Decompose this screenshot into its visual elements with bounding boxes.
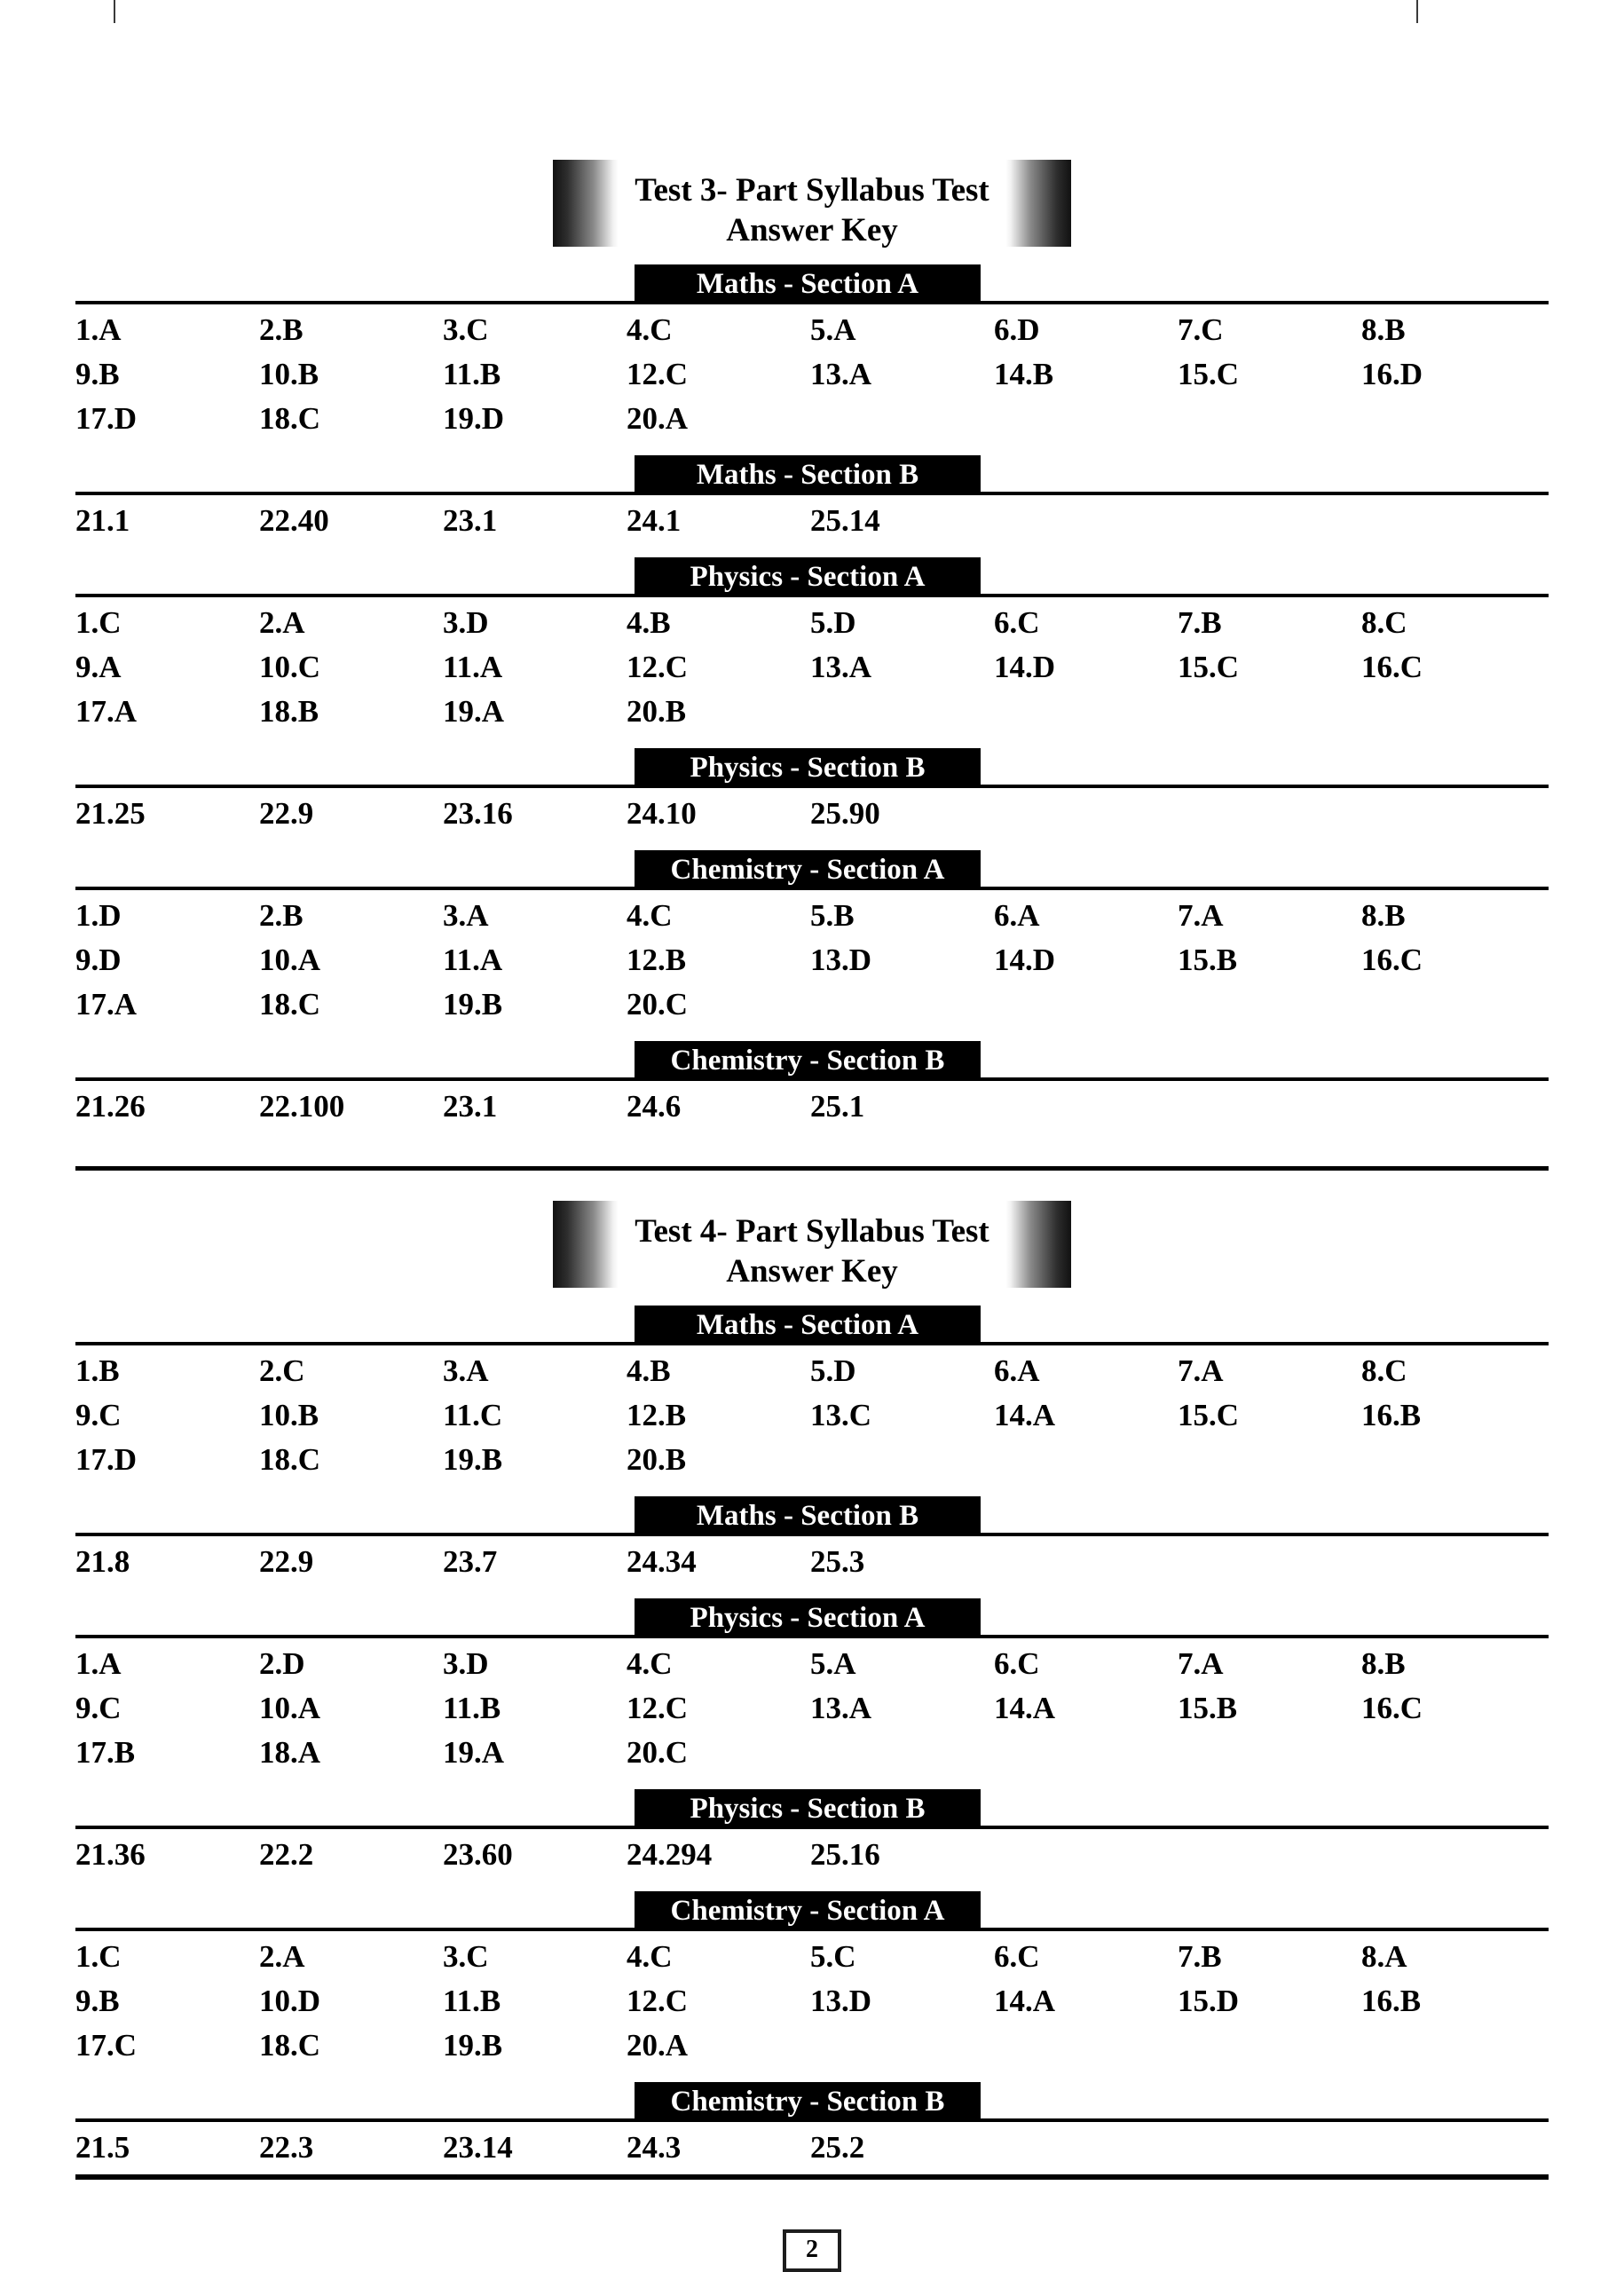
answer-cell: 16.C [1361,650,1423,684]
section-gap [75,1027,1549,1041]
answer-cell: 7.B [1178,1939,1222,1974]
section-header-bar: Physics - Section B [635,1789,981,1829]
test-title-line-1: Test 3- Part Syllabus Test [635,172,989,209]
answer-cell: 17.A [75,987,138,1022]
answer-cell: 17.D [75,401,138,436]
answer-row [75,1393,1549,1438]
test-title-row [75,1201,1549,1306]
section-header-row [75,1891,1549,1931]
answer-cell: 2.A [259,1939,305,1974]
answer-cell: 24.1 [627,503,682,538]
answer-row [75,1085,1549,1129]
answer-row [75,397,1549,441]
answer-cell: 3.A [443,898,489,933]
answer-cell: 24.6 [627,1089,682,1124]
section-header-row [75,1496,1549,1536]
answer-cell: 7.A [1178,1353,1224,1388]
answer-cell: 24.34 [627,1544,697,1579]
section-header-row [75,850,1549,890]
answer-cell: 2.A [259,605,305,640]
test-title-line-1: Test 4- Part Syllabus Test [635,1213,989,1250]
answer-cell: 17.D [75,1442,138,1477]
answer-cell: 10.A [259,1691,321,1725]
section-header-row [75,1041,1549,1081]
section-header-bar: Chemistry - Section B [635,1041,981,1081]
answer-rows [75,1345,1549,1482]
answer-cell: 5.B [810,898,855,933]
answer-row [75,938,1549,982]
answer-cell: 2.B [259,898,304,933]
answer-row [75,894,1549,938]
section-rule [75,301,1549,304]
section-rule [75,492,1549,495]
answer-row [75,308,1549,352]
answer-cell: 1.A [75,1646,122,1681]
section-gap [75,1877,1549,1891]
answer-cell: 11.B [443,1984,501,2018]
section-header-bar: Maths - Section A [635,1306,981,1345]
answer-cell: 14.A [994,1691,1056,1725]
answer-cell: 9.D [75,943,122,977]
page-footer [0,2174,1624,2272]
answer-rows [75,788,1549,836]
answer-row [75,352,1549,397]
answer-cell: 11.B [443,1691,501,1725]
answer-cell: 6.C [994,605,1040,640]
answer-cell: 4.B [627,605,671,640]
answer-cell: 10.C [259,650,321,684]
answer-rows [75,597,1549,734]
answer-cell: 1.A [75,312,122,347]
answer-cell: 15.C [1178,1398,1240,1432]
answer-cell: 13.A [810,650,872,684]
answer-cell: 23.60 [443,1837,513,1872]
answer-cell: 18.B [259,694,319,729]
answer-cell: 21.26 [75,1089,146,1124]
answer-cell: 13.A [810,1691,872,1725]
answer-cell: 8.C [1361,1353,1407,1388]
answer-cell: 20.B [627,1442,687,1477]
answer-cell: 10.A [259,943,321,977]
answer-cell: 10.B [259,1398,319,1432]
answer-cell: 5.A [810,1646,856,1681]
answer-cell: 14.A [994,1398,1056,1432]
section-gap [75,543,1549,557]
section-header-row [75,748,1549,788]
answer-cell: 1.C [75,1939,122,1974]
section-rule [75,2118,1549,2122]
section-header-bar: Maths - Section B [635,455,981,495]
answer-cell: 13.D [810,943,872,977]
answer-cell: 14.D [994,943,1056,977]
answer-cell: 11.B [443,357,501,391]
section-rule [75,594,1549,597]
page-number: 2 [783,2229,841,2272]
answer-cell: 12.B [627,943,687,977]
title-gradient-bar-right [1005,1201,1071,1288]
title-gradient-bar-left [553,160,619,247]
answer-cell: 17.C [75,2028,138,2063]
answer-cell: 9.C [75,1398,122,1432]
answer-cell: 19.A [443,1735,505,1770]
answer-cell: 6.C [994,1939,1040,1974]
answer-row [75,499,1549,543]
answer-rows [75,1638,1549,1775]
answer-cell: 24.10 [627,796,697,831]
answer-row [75,1833,1549,1877]
section-rule [75,1533,1549,1536]
section-header-bar: Chemistry - Section B [635,2082,981,2122]
section-header-row [75,264,1549,304]
answer-cell: 25.3 [810,1544,865,1579]
answer-cell: 20.B [627,694,687,729]
answer-cell: 19.B [443,987,503,1022]
answer-cell: 3.C [443,1939,489,1974]
section-gap [75,836,1549,850]
section-gap [75,1775,1549,1789]
answer-row [75,1540,1549,1584]
answer-cell: 25.2 [810,2130,865,2165]
answer-cell: 9.B [75,357,120,391]
answer-rows [75,1829,1549,1877]
answer-cell: 7.A [1178,1646,1224,1681]
section-rule [75,1342,1549,1345]
section-rule [75,1826,1549,1829]
answer-cell: 18.C [259,987,321,1022]
answer-row [75,2126,1549,2170]
answer-cell: 22.9 [259,1544,314,1579]
answer-cell: 20.C [627,1735,689,1770]
page-number-wrap [0,2229,1624,2272]
answer-cell: 25.90 [810,796,880,831]
answer-cell: 5.A [810,312,856,347]
answer-cell: 8.B [1361,312,1406,347]
answer-cell: 21.8 [75,1544,130,1579]
answer-cell: 18.C [259,1442,321,1477]
section-rule [75,1077,1549,1081]
answer-cell: 8.A [1361,1939,1407,1974]
answer-rows [75,495,1549,543]
test-title [619,1201,1005,1291]
answer-cell: 10.B [259,357,319,391]
answer-cell: 8.C [1361,605,1407,640]
answer-cell: 21.25 [75,796,146,831]
answer-cell: 7.C [1178,312,1224,347]
answer-cell: 5.D [810,605,856,640]
section-header-bar: Maths - Section A [635,264,981,304]
footer-rule [75,2174,1549,2180]
title-gradient-bar-right [1005,160,1071,247]
answer-cell: 10.D [259,1984,321,2018]
answer-cell: 9.A [75,650,122,684]
answer-row [75,645,1549,690]
answer-cell: 19.B [443,1442,503,1477]
answer-cell: 16.C [1361,1691,1423,1725]
section-gap [75,1482,1549,1496]
answer-cell: 6.A [994,1353,1040,1388]
section-header-bar: Physics - Section B [635,748,981,788]
test-block [75,1171,1549,2184]
answer-rows [75,304,1549,441]
answer-cell: 21.36 [75,1837,146,1872]
answer-cell: 12.C [627,357,689,391]
answer-cell: 7.B [1178,605,1222,640]
answer-cell: 2.C [259,1353,305,1388]
answer-cell: 3.D [443,1646,489,1681]
answer-rows [75,1536,1549,1584]
answer-cell: 4.C [627,1646,673,1681]
answer-cell: 2.B [259,312,304,347]
answer-cell: 11.A [443,650,503,684]
answer-cell: 5.D [810,1353,856,1388]
answer-row [75,690,1549,734]
answer-cell: 11.A [443,943,503,977]
answer-cell: 20.A [627,401,689,436]
answer-cell: 21.5 [75,2130,130,2165]
answer-cell: 3.C [443,312,489,347]
section-header-row [75,1789,1549,1829]
answer-cell: 9.B [75,1984,120,2018]
section-header-row [75,1306,1549,1345]
test-block [75,0,1549,1143]
test-title [619,160,1005,250]
answer-cell: 6.D [994,312,1040,347]
answer-cell: 16.B [1361,1398,1422,1432]
answer-cell: 25.14 [810,503,880,538]
section-gap [75,441,1549,455]
answer-cell: 15.C [1178,357,1240,391]
section-header-bar: Chemistry - Section A [635,1891,981,1931]
answer-cell: 14.D [994,650,1056,684]
answer-cell: 16.C [1361,943,1423,977]
answer-cell: 22.2 [259,1837,314,1872]
answer-cell: 20.C [627,987,689,1022]
section-header-bar: Maths - Section B [635,1496,981,1536]
answer-cell: 3.D [443,605,489,640]
answer-cell: 25.1 [810,1089,865,1124]
answer-cell: 14.B [994,357,1054,391]
answer-cell: 5.C [810,1939,856,1974]
answer-cell: 25.16 [810,1837,880,1872]
answer-cell: 19.A [443,694,505,729]
answer-cell: 12.B [627,1398,687,1432]
section-header-bar: Physics - Section A [635,557,981,597]
answer-cell: 23.16 [443,796,513,831]
answer-cell: 12.C [627,1691,689,1725]
answer-cell: 6.C [994,1646,1040,1681]
answer-cell: 9.C [75,1691,122,1725]
answer-cell: 15.B [1178,943,1238,977]
test-title-line-2: Answer Key [726,1253,898,1290]
answer-cell: 4.B [627,1353,671,1388]
answer-cell: 3.A [443,1353,489,1388]
answer-cell: 11.C [443,1398,503,1432]
answer-cell: 16.D [1361,357,1423,391]
answer-cell: 17.B [75,1735,136,1770]
section-header-bar: Chemistry - Section A [635,850,981,890]
section-gap [75,1584,1549,1598]
answer-cell: 23.14 [443,2130,513,2165]
answer-cell: 13.D [810,1984,872,2018]
answer-cell: 12.C [627,650,689,684]
answer-row [75,1731,1549,1775]
section-rule [75,785,1549,788]
answer-cell: 13.A [810,357,872,391]
answer-row [75,1349,1549,1393]
answer-cell: 4.C [627,898,673,933]
section-header-row [75,455,1549,495]
section-gap [75,1129,1549,1143]
answer-cell: 23.1 [443,503,498,538]
answer-cell: 1.D [75,898,122,933]
answer-cell: 21.1 [75,503,130,538]
section-gap [75,2068,1549,2082]
answer-cell: 12.C [627,1984,689,2018]
answer-cell: 8.B [1361,898,1406,933]
answer-row [75,1979,1549,2024]
section-header-row [75,557,1549,597]
answer-cell: 18.C [259,401,321,436]
section-rule [75,887,1549,890]
answer-cell: 15.C [1178,650,1240,684]
answer-rows [75,890,1549,1027]
answer-cell: 20.A [627,2028,689,2063]
section-header-row [75,1598,1549,1638]
answer-cell: 16.B [1361,1984,1422,2018]
answer-cell: 1.C [75,605,122,640]
answer-row [75,1935,1549,1979]
answer-row [75,601,1549,645]
section-header-bar: Physics - Section A [635,1598,981,1638]
answer-cell: 18.A [259,1735,321,1770]
answer-rows [75,1081,1549,1129]
answer-cell: 15.B [1178,1691,1238,1725]
answer-cell: 4.C [627,1939,673,1974]
answer-cell: 18.C [259,2028,321,2063]
answer-rows [75,1931,1549,2068]
section-rule [75,1928,1549,1931]
answer-cell: 22.40 [259,503,329,538]
answer-cell: 19.D [443,401,505,436]
answer-cell: 8.B [1361,1646,1406,1681]
test-title-line-2: Answer Key [726,212,898,248]
answer-cell: 2.D [259,1646,305,1681]
answer-cell: 23.1 [443,1089,498,1124]
answer-cell: 15.D [1178,1984,1240,2018]
answer-row [75,982,1549,1027]
answer-cell: 22.3 [259,2130,314,2165]
test-title-row [75,160,1549,264]
answer-cell: 24.294 [627,1837,713,1872]
section-header-row [75,2082,1549,2122]
answer-cell: 6.A [994,898,1040,933]
answer-cell: 22.9 [259,796,314,831]
answer-rows [75,2122,1549,2170]
answer-row [75,1686,1549,1731]
answer-cell: 1.B [75,1353,120,1388]
answer-cell: 17.A [75,694,138,729]
answer-row [75,1438,1549,1482]
answer-cell: 4.C [627,312,673,347]
answer-cell: 7.A [1178,898,1224,933]
answer-cell: 23.7 [443,1544,498,1579]
answer-cell: 14.A [994,1984,1056,2018]
answer-row [75,792,1549,836]
answer-row [75,1642,1549,1686]
section-rule [75,1635,1549,1638]
answer-row [75,2024,1549,2068]
title-gradient-bar-left [553,1201,619,1288]
answer-cell: 13.C [810,1398,872,1432]
answer-cell: 24.3 [627,2130,682,2165]
answer-cell: 19.B [443,2028,503,2063]
section-gap [75,734,1549,748]
answer-cell: 22.100 [259,1089,345,1124]
